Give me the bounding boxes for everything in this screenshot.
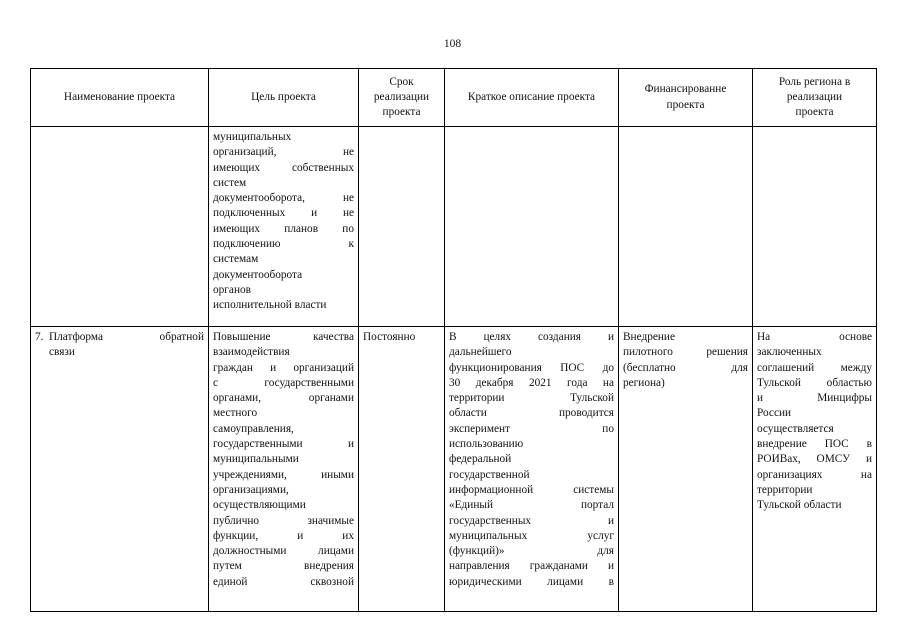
goal-text-line: муниципальными — [213, 453, 299, 466]
projects-table — [30, 68, 877, 612]
goal-text-line: органов — [213, 283, 251, 296]
description-text-line: В целях создания и — [449, 331, 614, 343]
page-number: 108 — [443, 38, 462, 50]
header-project-term: Срок реализации проекта — [359, 69, 445, 127]
description-text-line: государственных и — [449, 514, 614, 527]
cell-goal-continued — [209, 127, 359, 327]
header-project-description: Краткое описание проекта — [445, 69, 619, 127]
goal-text-line: учреждениями, иными — [213, 468, 354, 481]
goal-text-line: государственными и — [213, 438, 354, 451]
goal-text-line: единой сквозной — [213, 575, 354, 588]
role-text-line: На основе — [757, 331, 872, 343]
description-text-line: (функций)» для — [449, 545, 614, 558]
goal-text-line: подключению к — [213, 238, 354, 251]
role-text-line: осуществляется — [757, 422, 834, 435]
goal-text-line: публично значимые — [213, 514, 354, 527]
cell-role-empty — [753, 127, 877, 327]
role-text-line: Тульской области — [757, 499, 842, 512]
description-text-line: федеральной — [449, 453, 512, 466]
goal-text-line: путем внедрения — [213, 560, 354, 573]
goal-text-line: системам — [213, 253, 259, 266]
description-text-line: территории Тульской — [449, 392, 614, 405]
description-text-line: области проводится — [449, 407, 614, 420]
goal-text-line: Повышение качества — [213, 331, 354, 343]
role-text-line: соглашений между — [757, 361, 872, 374]
goal-text-line: имеющих планов по — [213, 222, 354, 235]
cell-project-description — [445, 327, 619, 612]
header-project-financing: Финансированне проекта — [619, 69, 753, 127]
description-text-line: функционирования ПОС до — [449, 361, 614, 374]
term-text: Постоянно — [363, 331, 416, 343]
table-header-row — [31, 69, 877, 127]
role-text-line: и Минцифры — [757, 392, 872, 405]
goal-text-line: исполнительной власти — [213, 299, 327, 312]
goal-text-line: подключенных и не — [213, 207, 354, 220]
goal-text-line: осуществляющими — [213, 499, 306, 512]
goal-text-line: органами, органами — [213, 392, 354, 405]
goal-text-line: взаимодействия — [213, 346, 290, 359]
description-text-line: направления гражданами и — [449, 560, 614, 573]
goal-text-line: систем — [213, 176, 247, 189]
header-project-goal: Цель проекта — [209, 69, 359, 127]
cell-project-financing — [619, 327, 753, 612]
header-project-name: Наименование проекта — [31, 69, 209, 127]
description-text-line: использованию — [449, 438, 524, 451]
table-row — [31, 327, 877, 612]
financing-text-line: пилотного решения — [623, 346, 748, 359]
cell-term-empty — [359, 127, 445, 327]
cell-project-goal — [209, 327, 359, 612]
cell-region-role — [753, 327, 877, 612]
row-number: 7. — [35, 331, 44, 343]
description-text-line: эксперимент по — [449, 422, 614, 435]
goal-text-line: имеющих собственных — [213, 161, 354, 174]
role-text-line: территории — [757, 483, 813, 496]
description-text-line: муниципальных услуг — [449, 529, 614, 542]
goal-text-line: документооборота — [213, 268, 303, 281]
role-text-line: внедрение ПОС в — [757, 438, 872, 451]
goal-text-line: самоуправления, — [213, 422, 294, 435]
goal-text-line: функции, и их — [213, 529, 354, 542]
header-region-role: Роль региона в реализации проекта — [753, 69, 877, 127]
goal-text-line: документооборота, не — [213, 192, 354, 205]
cell-project-name — [31, 327, 209, 612]
goal-text-line: с государственными — [213, 376, 354, 389]
goal-text-line: должностными лицами — [213, 545, 354, 558]
cell-name-continued — [31, 127, 209, 327]
project-name-line: связи — [49, 346, 75, 359]
goal-text-line: граждан и организаций — [213, 361, 354, 374]
financing-text-line: региона) — [623, 376, 665, 389]
cell-project-term — [359, 327, 445, 612]
goal-text-line: муниципальных — [213, 131, 292, 143]
role-text-line: России — [757, 407, 792, 420]
financing-text-line: Внедрение — [623, 331, 675, 343]
role-text-line: организациях на — [757, 468, 872, 481]
description-text-line: государственной — [449, 468, 530, 481]
description-text-line: «Единый портал — [449, 499, 614, 512]
role-text-line: заключенных — [757, 346, 822, 359]
description-text-line: дальнейшего — [449, 346, 512, 359]
cell-description-empty — [445, 127, 619, 327]
description-text-line: юридическими лицами в — [449, 575, 614, 588]
role-text-line: Тульской областью — [757, 376, 872, 389]
description-text-line: 30 декабря 2021 года на — [449, 376, 614, 389]
financing-text-line: (бесплатно для — [623, 361, 748, 374]
table-row — [31, 127, 877, 327]
role-text-line: РОИВах, ОМСУ и — [757, 453, 872, 466]
goal-text-line: организаций, не — [213, 146, 354, 159]
goal-text-line: организациями, — [213, 483, 289, 496]
goal-text-line: местного — [213, 407, 258, 420]
cell-financing-empty — [619, 127, 753, 327]
project-name-line: Платформа обратной — [49, 331, 204, 343]
description-text-line: информационной системы — [449, 483, 614, 496]
